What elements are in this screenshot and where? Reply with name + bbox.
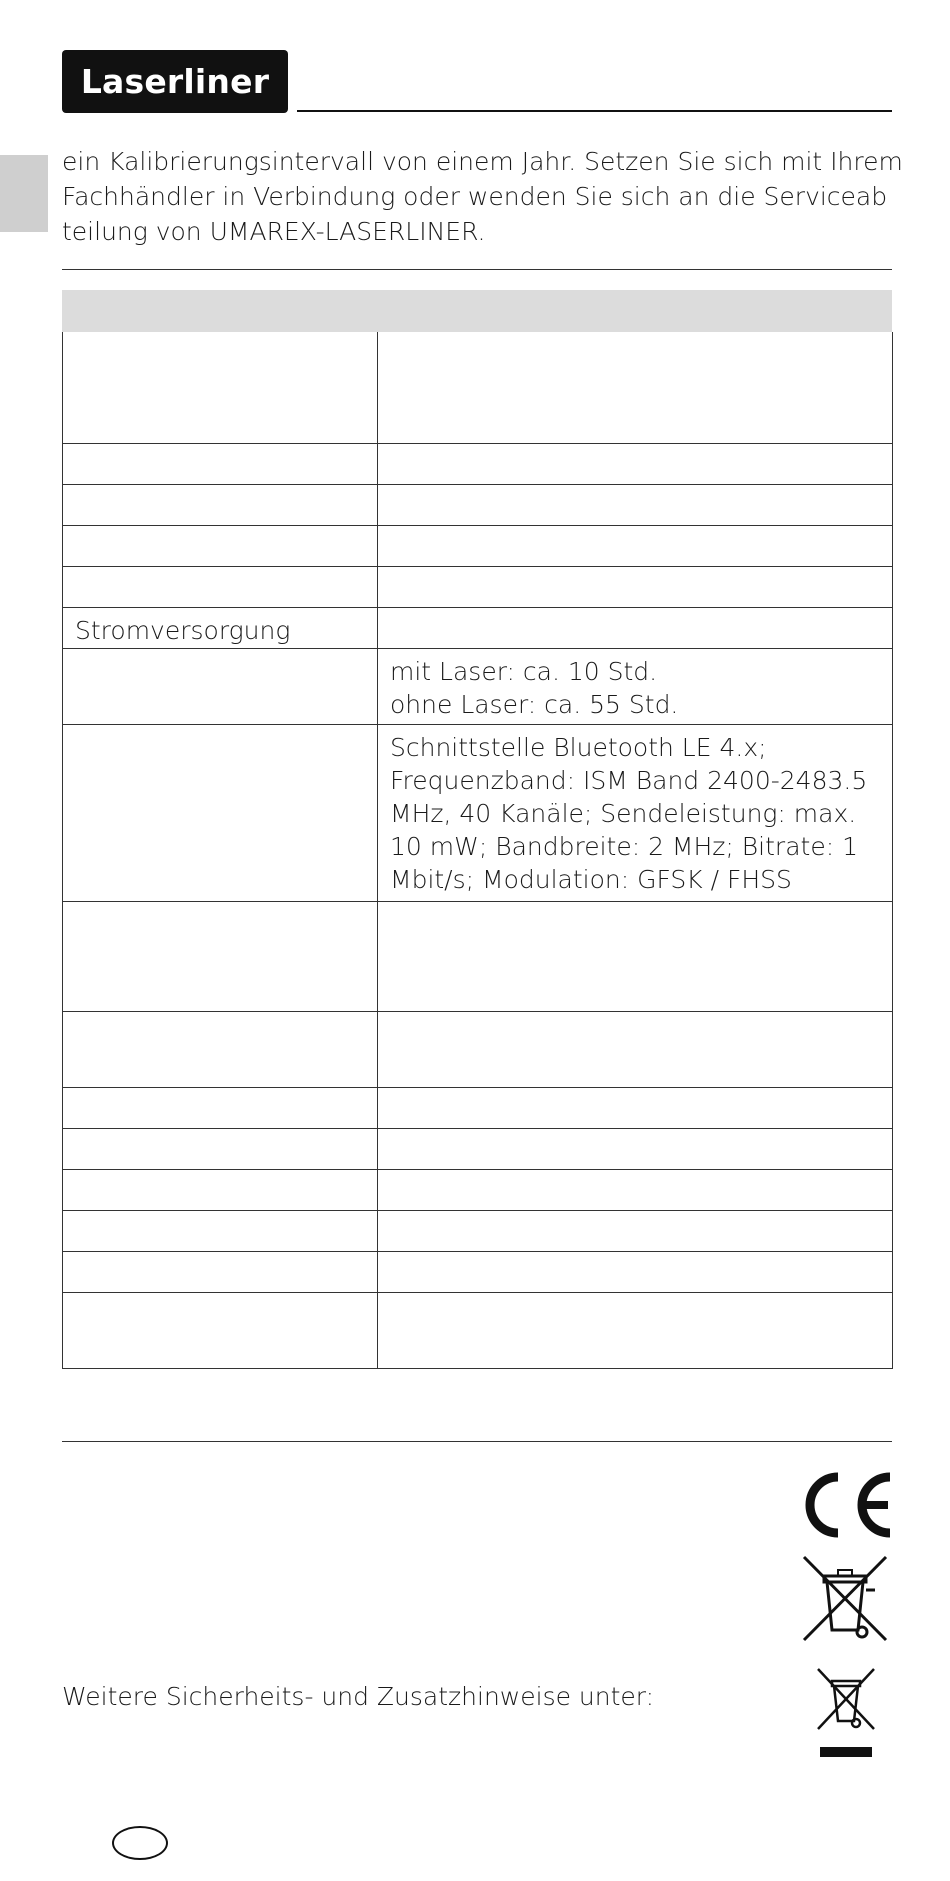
spec-label [63,901,378,1011]
table-row [63,332,893,443]
spec-value [378,1292,893,1368]
spec-value-operating-time [378,648,893,724]
ce-mark-icon [790,1465,900,1545]
specs-table [62,332,893,1369]
spec-value-line: 10 mW; Bandbreite: 2 MHz; Bitrate: 1 [390,831,858,861]
table-row [63,566,893,607]
spec-label [63,1011,378,1087]
intro-line: Fachhändler in Verbindung oder wenden Sie sich an die Serviceab [62,182,888,211]
section-divider [62,269,892,270]
spec-value [378,1251,893,1292]
spec-label [63,1210,378,1251]
table-row [63,648,893,724]
spec-value [378,332,893,443]
specs-table-header [62,290,892,332]
table-row [63,525,893,566]
language-code-oval [112,1826,168,1860]
table-row [63,724,893,901]
intro-paragraph [62,144,903,249]
spec-value [378,525,893,566]
spec-label [63,525,378,566]
spec-value [378,607,893,648]
spec-value-line: Schnittstelle Bluetooth LE 4.x; [390,732,767,762]
spec-value [378,1011,893,1087]
spec-label [63,1128,378,1169]
spec-value-line: mit Laser: ca. 10 Std. [390,656,658,686]
table-row [63,1251,893,1292]
spec-value [378,443,893,484]
crossed-bin-battery-icon [790,1665,900,1765]
spec-value-line: MHz, 40 Kanäle; Sendeleistung: max. [390,798,857,828]
spec-value-radio-data [378,724,893,901]
table-row [63,443,893,484]
spec-label [63,484,378,525]
spec-label-power-supply: Stromversorgung [63,607,378,648]
spec-label [63,1169,378,1210]
table-row [63,1128,893,1169]
intro-line: ein Kalibrierungsintervall von einem Jahr. Setzen Sie sich mit Ihrem [62,147,903,176]
spec-value [378,901,893,1011]
table-row [63,1169,893,1210]
brand-logo-text: Laserliner [80,62,270,101]
spec-value [378,1128,893,1169]
section-divider [62,1441,892,1442]
spec-value [378,1169,893,1210]
crossed-bin-icon [790,1552,900,1647]
spec-label [63,1087,378,1128]
table-row [63,607,893,648]
table-row [63,1087,893,1128]
spec-value-line: Frequenzband: ISM Band 2400-2483.5 [390,765,868,795]
spec-label [63,1251,378,1292]
brand-logo [62,50,288,113]
spec-value [378,1210,893,1251]
intro-line: teilung von UMAREX-LASERLINER. [62,217,486,246]
spec-label [63,566,378,607]
spec-value [378,1087,893,1128]
header-rule [297,110,892,112]
spec-value-line: Mbit/s; Modulation: GFSK / FHSS [390,864,792,894]
spec-value [378,566,893,607]
spec-label [63,648,378,724]
spec-label [63,724,378,901]
spec-value [378,484,893,525]
table-row [63,1292,893,1368]
chapter-tab [0,155,48,232]
table-row [63,484,893,525]
spec-value-line: ohne Laser: ca. 55 Std. [390,689,679,719]
spec-label [63,332,378,443]
table-row [63,901,893,1011]
spec-label [63,1292,378,1368]
safety-info-note: Weitere Sicherheits- und Zusatzhinweise unter: [62,1682,655,1711]
table-row [63,1210,893,1251]
spec-label [63,443,378,484]
table-row [63,1011,893,1087]
